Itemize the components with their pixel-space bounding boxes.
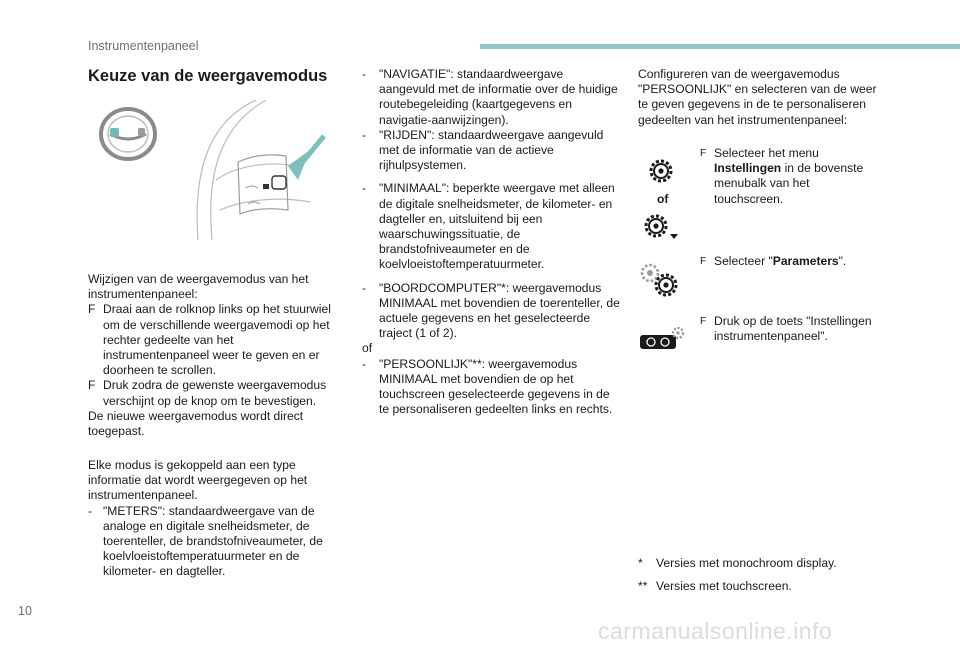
- step-marker-icon: F: [700, 148, 707, 159]
- footnote-2: ** Versies met touchscreen.: [638, 579, 792, 593]
- col3-step-3: F Druk op de toets "Instellingen instrumentenpaneel".: [700, 314, 872, 344]
- header-title: Instrumentenpaneel: [88, 39, 199, 53]
- section-heading: Keuze van de weergavemodus: [88, 67, 328, 85]
- mode-meters: - "METERS": standaardweergave van de analoge en digitale snelheidsmeter, de toerenteller, de brandstofniveaumeter, de koelvloeistoftemperatuurmeter en de kilometer- en dagteller.: [88, 503, 323, 579]
- mode-rijden: - "RIJDEN": standaardweergave aangevuld met de informatie van de actieve rijhulpsystemen.: [362, 127, 604, 173]
- icon-or-label: of: [657, 192, 669, 206]
- double-gear-icon: [638, 262, 684, 300]
- col1-intro: Wijzigen van de weergavemodus van het instrumentenpaneel:: [88, 272, 309, 302]
- header-accent-bar: [480, 44, 960, 49]
- col3-step-1: F Selecteer het menu Instellingen in de bovenste menubalk van het touchscreen.: [700, 146, 864, 206]
- mode-minimaal: - "MINIMAAL": beperkte weergave met alleen de digitale snelheidsmeter, de kilometer- en dagteller en, uitsluitend bij een waarschuwingssituatie, de brandstofniveaumeter en de koelvloeistoftemperatuurmeter.: [362, 181, 615, 272]
- footnote-1: * Versies met monochroom display.: [638, 556, 837, 570]
- col1-linked: Elke modus is gekoppeld aan een type informatie dat wordt weergegeven op het instrumentenpaneel.: [88, 458, 308, 503]
- steering-wheel-inset-icon: [101, 109, 155, 159]
- gear-icon: [646, 156, 676, 186]
- mode-navigatie: - "NAVIGATIE": standaardweergave aangevuld met de informatie over de huidige routebegeleiding (kaartgegevens en navigatie-aanwijzingen).: [362, 67, 618, 127]
- col1-step-2: F Druk zodra de gewenste weergavemodus verschijnt op de knop om te bevestigen.: [88, 378, 327, 408]
- col3-intro: Configureren van de weergavemodus "PERSOONLIJK" en selecteren van de weer te geven gegevens in de te personaliseren gedeelten van het instrumentenpaneel:: [638, 67, 877, 127]
- pointer-arrow-icon: [288, 136, 324, 180]
- col3-step-2: F Selecteer "Parameters".: [700, 254, 847, 268]
- step-marker-icon: F: [700, 316, 707, 327]
- column-1-modes: [88, 458, 343, 580]
- steering-wheel-knob-illustration: [88, 92, 338, 242]
- col1-result: De nieuwe weergavemodus wordt direct toegepast.: [88, 408, 304, 439]
- col1-step-1: F Draai aan de rolknop links op het stuurwiel om de verschillende weergavemodi op het rechter gedeelte van het instrumentenpaneel weer te geven en er doorheen te scrollen.: [88, 302, 331, 378]
- gear-dropdown-icon: [642, 212, 682, 242]
- step-marker-icon: F: [88, 302, 96, 317]
- watermark: carmanualsonline.info: [598, 618, 833, 644]
- page-number: 10: [18, 604, 32, 618]
- instrument-panel-settings-icon: [638, 326, 686, 352]
- mode-persoonlijk: - "PERSOONLIJK"**: weergavemodus MINIMAAL met bovendien de op het touchscreen geselecteerde gegevens in de te personaliseren gedeelten links en rechts.: [362, 356, 613, 417]
- column-2-modes: [362, 67, 620, 417]
- column-1-instructions: [88, 272, 343, 439]
- step-marker-icon: F: [88, 378, 96, 393]
- step-marker-icon: F: [700, 256, 707, 267]
- mode-or: of: [362, 341, 373, 356]
- mode-boordcomputer: - "BOORDCOMPUTER"*: weergavemodus MINIMAAL met bovendien de toerenteller, de actuele gegevens en het geselecteerde traject (1 of 2).: [362, 280, 620, 341]
